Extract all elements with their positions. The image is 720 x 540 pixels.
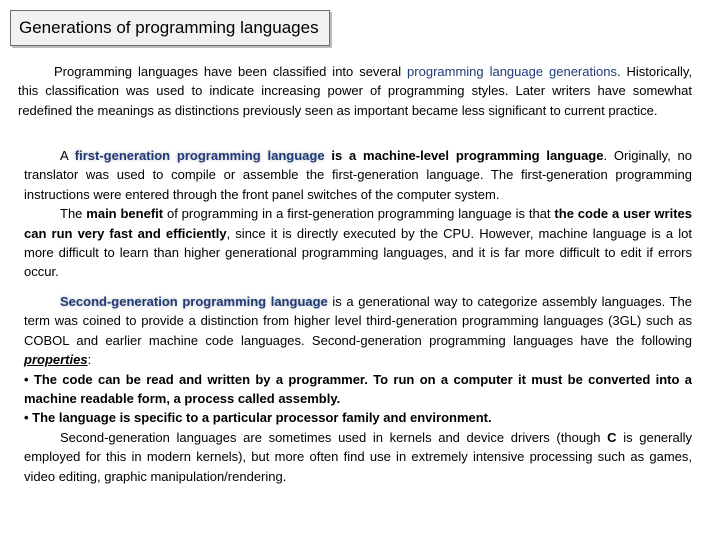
first-gen-paragraph — [24, 146, 692, 204]
first-gen-bold-text: is a machine-level programming language — [324, 148, 604, 163]
benefit-text-start: The — [60, 206, 87, 222]
intro-text-start: Programming languages have been classified into several — [54, 64, 408, 79]
generations-link[interactable]: programming language generations — [407, 64, 617, 79]
bullet-item-2: • The language is specific to a particular processor family and environment. — [24, 410, 492, 426]
second-gen-colon: : — [87, 352, 92, 368]
main-benefit-text: main benefit — [86, 206, 164, 222]
second-gen-text: is a generational way to categorize assembly languages. The term was coined to provide a distinction from higher level third-generation programming languages (3GL) such as COBOL and earlier machine code languages. Second-generation programming languages have the following — [24, 294, 692, 348]
usage-text-end: is generally employed for this in modern kernels), but more often find use in extremely intensive processing such as games, video editing, graphic manipulation/rendering. — [24, 429, 692, 484]
second-gen-usage-paragraph — [24, 428, 692, 486]
second-generation-link[interactable]: Second-generation programming language — [60, 294, 328, 309]
second-gen-paragraph — [24, 292, 692, 370]
intro-text-end: . Historically, this classification was used to indicate increasing power of programming styles. Later writers have somewhat redefined the meanings as distinctions previously seen as important became less significant to current practice. — [18, 64, 692, 118]
benefit-text-mid: of programming in a first-generation programming language is that — [163, 206, 555, 222]
benefit-paragraph — [24, 204, 692, 282]
fast-code-text: the code a user writes can run very fast and efficiently — [24, 206, 692, 241]
first-gen-text-start: A — [60, 148, 75, 163]
bullet-item-1: • The code can be read and written by a programmer. To run on a computer it must be converted into a machine readable form, a process called assembly. — [24, 371, 692, 407]
first-generation-link[interactable]: first-generation programming language — [74, 148, 325, 163]
properties-link[interactable]: properties — [24, 352, 88, 368]
c-language-text: C — [607, 429, 617, 445]
second-generation-section — [24, 292, 692, 486]
slide-title: Generations of programming languages — [10, 10, 330, 46]
first-gen-text-end: . Originally, no translator was used to compile or assemble the first-generation language. The first-generation programming instructions were entered through the front panel switches of the computer system. — [24, 148, 692, 202]
intro-paragraph — [18, 62, 692, 120]
usage-text-start: Second-generation languages are sometimes used in kernels and device drivers (though — [60, 429, 608, 445]
first-generation-section — [24, 146, 692, 282]
intro-section — [18, 62, 692, 120]
benefit-text-end: , since it is directly executed by the CPU. However, machine language is a lot more difficult to learn than higher generational programming languages, and it is far more difficult to edit if errors occur. — [24, 225, 692, 280]
